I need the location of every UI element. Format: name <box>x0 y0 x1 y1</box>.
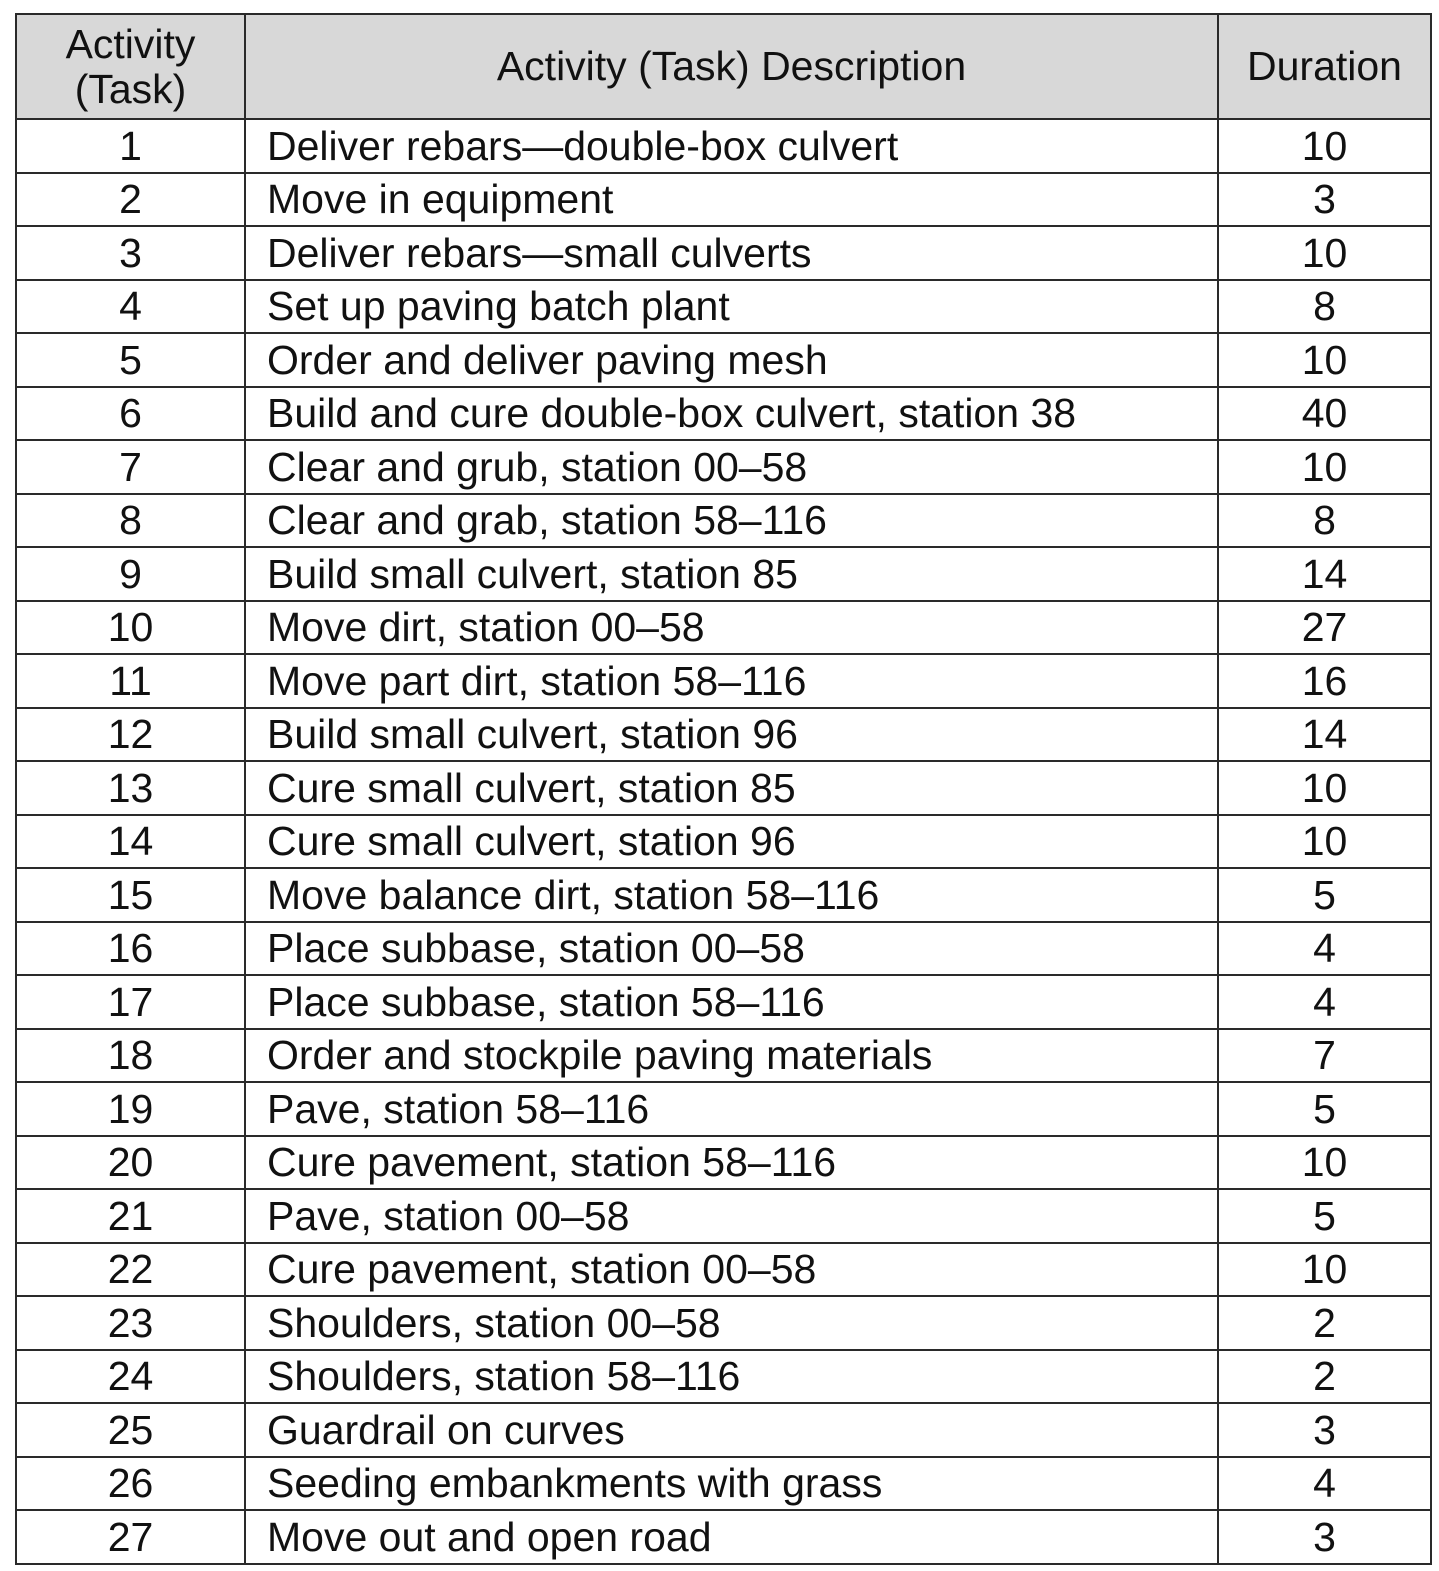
header-description: Activity (Task) Description <box>245 14 1218 119</box>
activity-duration-table <box>15 13 1432 1565</box>
task-number-cell: 14 <box>16 815 245 869</box>
task-duration-cell: 2 <box>1218 1350 1431 1404</box>
task-duration-cell: 10 <box>1218 333 1431 387</box>
table-row <box>16 708 1431 762</box>
task-description-cell: Cure pavement, station 58–116 <box>245 1136 1218 1190</box>
task-description-cell: Order and deliver paving mesh <box>245 333 1218 387</box>
task-number-cell: 25 <box>16 1403 245 1457</box>
task-duration-cell: 3 <box>1218 173 1431 227</box>
task-description-cell: Order and stockpile paving materials <box>245 1029 1218 1083</box>
task-number-cell: 9 <box>16 547 245 601</box>
table-row <box>16 333 1431 387</box>
task-number-cell: 21 <box>16 1189 245 1243</box>
task-number-cell: 22 <box>16 1243 245 1297</box>
task-description-cell: Pave, station 58–116 <box>245 1082 1218 1136</box>
task-duration-cell: 10 <box>1218 440 1431 494</box>
task-duration-cell: 4 <box>1218 922 1431 976</box>
task-description-cell: Set up paving batch plant <box>245 280 1218 334</box>
task-number-cell: 11 <box>16 654 245 708</box>
header-activity-task <box>16 14 245 119</box>
task-duration-cell: 2 <box>1218 1296 1431 1350</box>
task-description-cell: Move part dirt, station 58–116 <box>245 654 1218 708</box>
header-duration: Duration <box>1218 14 1431 119</box>
table-row <box>16 547 1431 601</box>
task-duration-cell: 14 <box>1218 708 1431 762</box>
table-header <box>16 14 1431 119</box>
table-row <box>16 387 1431 441</box>
task-duration-cell: 10 <box>1218 1136 1431 1190</box>
task-duration-cell: 10 <box>1218 226 1431 280</box>
task-number-cell: 3 <box>16 226 245 280</box>
task-description-cell: Place subbase, station 58–116 <box>245 975 1218 1029</box>
task-description-cell: Cure small culvert, station 96 <box>245 815 1218 869</box>
task-number-cell: 15 <box>16 868 245 922</box>
table-row <box>16 1403 1431 1457</box>
task-description-cell: Shoulders, station 58–116 <box>245 1350 1218 1404</box>
task-duration-cell: 4 <box>1218 1457 1431 1511</box>
task-number-cell: 1 <box>16 119 245 173</box>
task-duration-cell: 16 <box>1218 654 1431 708</box>
header-activity-task-line1: Activity <box>65 20 196 67</box>
task-number-cell: 17 <box>16 975 245 1029</box>
task-number-cell: 8 <box>16 494 245 548</box>
task-description-cell: Seeding embankments with grass <box>245 1457 1218 1511</box>
table-row <box>16 1350 1431 1404</box>
table-row <box>16 226 1431 280</box>
table-row <box>16 1082 1431 1136</box>
table-row <box>16 280 1431 334</box>
table-body <box>16 119 1431 1564</box>
table-row <box>16 868 1431 922</box>
task-duration-cell: 40 <box>1218 387 1431 441</box>
table-row <box>16 654 1431 708</box>
header-row <box>16 14 1431 119</box>
task-description-cell: Build and cure double-box culvert, station 38 <box>245 387 1218 441</box>
table-row <box>16 494 1431 548</box>
task-duration-cell: 27 <box>1218 601 1431 655</box>
task-number-cell: 5 <box>16 333 245 387</box>
task-number-cell: 6 <box>16 387 245 441</box>
task-description-cell: Guardrail on curves <box>245 1403 1218 1457</box>
task-description-cell: Cure small culvert, station 85 <box>245 761 1218 815</box>
task-duration-cell: 14 <box>1218 547 1431 601</box>
task-number-cell: 13 <box>16 761 245 815</box>
task-duration-cell: 10 <box>1218 761 1431 815</box>
task-description-cell: Move in equipment <box>245 173 1218 227</box>
task-description-cell: Deliver rebars—small culverts <box>245 226 1218 280</box>
task-duration-cell: 3 <box>1218 1403 1431 1457</box>
table-row <box>16 1510 1431 1564</box>
task-number-cell: 27 <box>16 1510 245 1564</box>
task-number-cell: 23 <box>16 1296 245 1350</box>
table-row <box>16 1136 1431 1190</box>
task-number-cell: 20 <box>16 1136 245 1190</box>
task-description-cell: Clear and grab, station 58–116 <box>245 494 1218 548</box>
task-description-cell: Move out and open road <box>245 1510 1218 1564</box>
table-row <box>16 815 1431 869</box>
task-duration-cell: 10 <box>1218 119 1431 173</box>
task-description-cell: Build small culvert, station 85 <box>245 547 1218 601</box>
header-activity-task-line2: (Task) <box>74 65 187 112</box>
task-number-cell: 10 <box>16 601 245 655</box>
task-description-cell: Clear and grub, station 00–58 <box>245 440 1218 494</box>
task-duration-cell: 10 <box>1218 815 1431 869</box>
task-number-cell: 7 <box>16 440 245 494</box>
task-duration-cell: 3 <box>1218 1510 1431 1564</box>
table-row <box>16 922 1431 976</box>
task-description-cell: Build small culvert, station 96 <box>245 708 1218 762</box>
table-row <box>16 1243 1431 1297</box>
task-number-cell: 18 <box>16 1029 245 1083</box>
table-row <box>16 440 1431 494</box>
task-description-cell: Cure pavement, station 00–58 <box>245 1243 1218 1297</box>
task-duration-cell: 4 <box>1218 975 1431 1029</box>
table-row <box>16 601 1431 655</box>
task-description-cell: Place subbase, station 00–58 <box>245 922 1218 976</box>
task-number-cell: 16 <box>16 922 245 976</box>
task-description-cell: Move balance dirt, station 58–116 <box>245 868 1218 922</box>
table-row <box>16 1296 1431 1350</box>
table-row <box>16 761 1431 815</box>
table-row <box>16 1029 1431 1083</box>
task-description-cell: Deliver rebars—double-box culvert <box>245 119 1218 173</box>
task-description-cell: Shoulders, station 00–58 <box>245 1296 1218 1350</box>
table-row <box>16 1189 1431 1243</box>
task-number-cell: 19 <box>16 1082 245 1136</box>
task-duration-cell: 5 <box>1218 1189 1431 1243</box>
task-description-cell: Move dirt, station 00–58 <box>245 601 1218 655</box>
task-duration-cell: 8 <box>1218 494 1431 548</box>
table-row <box>16 119 1431 173</box>
table-row <box>16 173 1431 227</box>
task-number-cell: 4 <box>16 280 245 334</box>
task-duration-cell: 5 <box>1218 868 1431 922</box>
task-description-cell: Pave, station 00–58 <box>245 1189 1218 1243</box>
task-duration-cell: 7 <box>1218 1029 1431 1083</box>
table-row <box>16 975 1431 1029</box>
task-duration-cell: 8 <box>1218 280 1431 334</box>
task-number-cell: 26 <box>16 1457 245 1511</box>
task-number-cell: 12 <box>16 708 245 762</box>
task-number-cell: 2 <box>16 173 245 227</box>
task-duration-cell: 5 <box>1218 1082 1431 1136</box>
table-row <box>16 1457 1431 1511</box>
task-duration-cell: 10 <box>1218 1243 1431 1297</box>
task-number-cell: 24 <box>16 1350 245 1404</box>
